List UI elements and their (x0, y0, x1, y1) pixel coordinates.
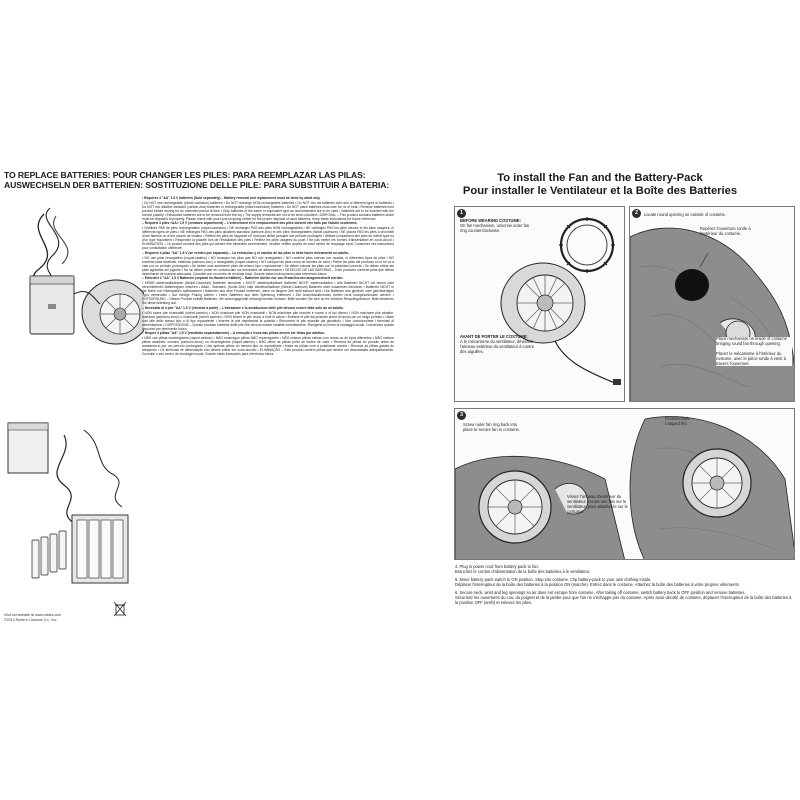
battery-pack-icon (4, 415, 142, 600)
panel-1-top-heading: BEFORE WEARING COSTUME: (460, 218, 521, 223)
panel-1-bottom-text (460, 335, 540, 355)
panel-3-left-fr: Vissez l'anneau d'extérieur du ventilateur encore une fois sur le ventilateur, pour attacher-le sur le costume. (567, 494, 628, 514)
panel-2-bottom-en: Place mechanism on inside of costume bringing round fan through opening. (716, 336, 787, 346)
panel-2-bottom-fr: Placez le mécanisme à l'intérieur du costume, avec le pièce ronde à venir à travers l'ouverture. (716, 350, 787, 366)
panel-2-top-text (644, 213, 774, 218)
right-title (400, 172, 800, 197)
step-number-badge: 1 (457, 209, 466, 218)
steps-list (455, 565, 795, 609)
panel-1-bottom-body: À le mécanisme du ventilateur, dévissez l'anneau extérieur du ventilateur à contre des aiguilles. (460, 338, 535, 354)
warning-para-de-heading: – Erfordert 4 "AA" 1,5 V Batterien (separat im Handel erhältlich) – Batterien dürfen nur von Erwachsenen ausgewechselt werden. (142, 276, 344, 281)
step-number-badge: 2 (632, 209, 641, 218)
website-line: Visit our website at www.rubies.com (4, 613, 62, 617)
fan-mechanism-icon (495, 211, 625, 401)
copyright-line: ©2013 Rubie's Costume Co., Inc. (4, 617, 58, 622)
warning-para-pt: • NÃO use pilhas recarregáveis (níquel-cádmio) • NÃO recarregue pilhas NÃO recarregáveis • NÃO misture pilhas velhas com novas ou de tipos diferentes • NÃO misture pilhas alcalinas, comuns (carbono-zinco) ou recarregáveis (níquel-cádmio) • NÃO deixe as pilhas perto de fontes de calor • Remova as pilhas do produto antes de armazená-lo por um período prolongado • Use apenas pilhas do mesmo tipo ou equivalente • Insira as pilhas com a polaridade correta • Remova as pilhas gastas do brinquedo • Os terminais de alimentação não devem entrar em curto-circuito • ELIMINAÇÃO – Este produto contém pilhas que devem ser descartadas adequadamente. Consulte o seu centro de reciclagem local. Guarde estas instruções para referência futura. (142, 336, 394, 357)
step-4-en: 4. Plug in power cord from battery-pack to fan. (455, 564, 539, 569)
left-title-line-2: AUSWECHSELN DER BATTERIEN: SOSTITUZIONE DELLE PILE: PARA SUBSTITUIR A BATERIA: (4, 180, 390, 190)
step-6 (455, 591, 795, 606)
panel-2-top-fr: Repérez l'ouverture ronde à l'extérieur du costume. (700, 226, 751, 236)
panel-3-right-en: Finished look. (665, 416, 691, 421)
step-panel-2 (629, 206, 795, 402)
step-number-badge: 3 (457, 411, 466, 420)
warning-para-it: • NON usare pile ricaricabili (nichel-cadmio) • NON ricaricare pile NON ricaricabili • NON mischiare pile vecchie e nuove o di tipi diversi • NON mischiare pile alcaline, standard (carbonio-zinco) o ricaricabili (nichel-cadmio) • NON tenere le pile vicino a fonti di calore • Estrarre le pile dal prodotto prima di riporlo per un lungo periodo • Usare solo pile dello stesso tipo o di tipo equivalente • Inserire le pile rispettando la polarità • Rimuovere le pile esaurite dal giocattolo • Non cortocircuitare i terminali di alimentazione • DISPOSIZIONE – Questo prodotto contiene delle pile che devono essere smaltite correttamente. Rivolgersi al centro di riciclaggio locale. Conservare queste istruzioni per riferimento futuro. (142, 310, 394, 331)
warning-para-es: • NO use pilas recargables (níquel-cadmio) • NO recargue las pilas que NO son recargables • NO combine pilas nuevas con usadas, ni diferentes tipos de pilas • NO combine pilas alcalinas, estándar (carbono-zinc) o recargables (níquel-cadmio) • NO coloque las pilas cerca de fuentes de calor • Retire las pilas del producto si no se va a usar por un periodo prolongado • Se deben usar solamente pilas del mismo tipo o equivalente • Se deben colocar las pilas con la polaridad correcta • Se deben retirar las pilas agotadas del juguete • No se deben poner en cortocircuito los terminales de alimentación • DESECHO DE LAS BATERÍAS – Este producto contiene pilas que deben desecharse de manera adecuada. Consulte con su centro de reciclaje local. Guarde estas instrucciones para referencia futura. (142, 255, 394, 276)
fan-battery-illustration (4, 194, 144, 394)
warning-para-fr: • N'utilisez PAS de piles rechargeables (nickel-cadmium) • NE rechargez PAS des piles NON rechargeables • NE mélangez PAS les piles neuves et les piles usagées, ni différents types de piles • NE mélangez PAS des piles alcalines standard (carbone-zinc) et des piles rechargeables (nickel-cadmium) • NE placez PAS les piles à proximité d'une flamme ou d'une source de chaleur • Retirez les piles de l'appareil s'il n'est pas utilisé pendant une période prolongée • Utilisez uniquement des piles du même type ou d'un type équivalent • Respectez la polarité lors de l'installation des piles • Retirez les piles usagées du jouet • Ne pas mettre les bornes d'alimentation en court-circuit • ÉLIMINATION – Ce produit contient des piles qui doivent être éliminées correctement. Veuillez vérifier auprès de votre centre de recyclage local. Conservez ces instructions pour consultation ultérieure. (142, 226, 394, 251)
panel-3-left-en: Screw outer fan ring back into place to secure fan to costume. (463, 422, 520, 432)
panel-1-top-body: On fan mechanism, unscrew outer fan ring counterclockwise. (460, 222, 530, 233)
panel-3-middle-text (567, 495, 629, 515)
step-6-fr: Sécurisez les ouvertures du cou, du poignet et de la jambe pour que l'air ne s'échappe pas du costume. Après avoir décollé de costume, déplacez l'interrupteur de la boîte des batteries à la position OFF (arrêt) et enlevez les piles. (455, 594, 792, 605)
panel-3-left-text (463, 423, 523, 433)
panel-2-top-en: Locate round opening on outside of costume. (644, 212, 726, 217)
panel-2-top-fr-text (700, 227, 752, 237)
step-5-fr: Déplacer l'interrupteur de la boîte des batteries à la position ON (marche). Entrez dans le costume. Attachez la boîte des batteries à votre propres vêtements. (455, 581, 740, 587)
step-6-en: 6. Secure neck, wrist and leg openings so air does not escape from costume. After taking off costume, switch battery back to OFF position and remove batteries. (455, 590, 746, 595)
step-5 (455, 578, 795, 588)
panel-1-bottom-heading: AVANT DE PORTER LE COSTUME: (460, 334, 528, 339)
left-title (4, 170, 396, 190)
left-title-line-1: TO REPLACE BATTERIES: POUR CHANGER LES PILES: PARA REEMPLAZAR LAS PILAS: (4, 170, 366, 180)
right-title-line-1: To install the Fan and the Battery-Pack (497, 172, 703, 184)
left-footer (4, 613, 61, 622)
battery-pack-open-illustration (4, 415, 142, 600)
right-title-line-2: Pour installer le Ventilateur et la Boîte des Batteries (462, 184, 738, 197)
warning-para-fr-heading: – Requiert 4 piles «AA» 1,5 V (vendues séparément) – L'enlèvement et le remplacement des piles doivent être faits par l'adulte seulement. (142, 221, 358, 226)
panel-3-right-text (665, 417, 745, 427)
step-4-fr: Branchez le cordon d'alimentation de la boîte des batteries à le ventilateur. (455, 568, 591, 574)
warning-para-it-heading: – Necessita di 4 pile "AA" 1,5 V (vendute a parte) – L'estrazione e la sostituzione delle pile devono essere fatte solo da un adulto. (142, 305, 344, 310)
fan-mechanism-icon (4, 194, 144, 394)
step-panel-1 (454, 206, 625, 402)
warning-para-en-heading: • Requires 4 "AA" 1.5 V batteries (Sold separately) – Battery removal and replacement must be done by adult only. (142, 196, 321, 200)
warning-para-es-heading: – Requiere 4 pilas "AA" 1,5 V (se venden por separado) – La extracción y el cambio de las pilas lo debe hacer únicamente un adulto. (142, 250, 350, 255)
aa-battery-icon (30, 530, 70, 580)
warning-para-pt-heading: – Requer 4 pilhas "AA" 1,5 V (vendidas separadamente) – A remoção e troca das pilhas devem ser feitas por adultos. (142, 331, 325, 336)
panel-2-bottom-text (716, 337, 792, 366)
step-5-en: 5. Move battery-pack switch to ON position. Step into costume. Clip battery-pack to your own clothing inside. (455, 577, 652, 582)
aa-batteries-illustration (30, 530, 70, 580)
battery-warnings-text (142, 196, 394, 624)
panel-3-right-fr: L'aspect fini. (665, 420, 688, 426)
step-panel-3 (454, 408, 795, 560)
recycle-bin-icon (113, 601, 127, 622)
warning-para-en: • Do NOT use rechargeable (nickel-cadmium) batteries • Do NOT recharge NON-rechargeable batteries • Do NOT mix old batteries with new or different types of batteries • Do NOT mix alkaline standard (carbon-zinc) batteries or rechargeable (nickel-cadmium) batteries • Do NOT place batteries must care for no of heat • Remove batteries from product before storing for an extended period of time • Only batteries of the same or equivalent type as recommended are to be used • Batteries are to be inserted with the correct polarity • Exhausted batteries are to be removed from the toy • The supply terminals are not to be short-circuited • DISPOSAL – This product contains batteries which must be disposed of properly. Please check with your local recycling center for the proper disposal of used batteries. Keep these instructions for future reference. (142, 200, 394, 221)
warning-para-de: • KEINE wiederaufladbaren (Nickel-Cadmium) Batterien benutzen • NICHT wiederaufladbare Batterien NICHT wiederaufladen • Alte Batterien NICHT mit neuen oder verschiedenen Batterietypen mischen • Alkali-, Standard- (Kohle-Zink) oder wiederaufladbare (Nickel-Cadmium) Batterien nicht zusammen benutzen • Batterien NICHT in der Nähe von Hitzequellen aufbewahren • Batterien aus dem Produkt entfernen, wenn es längere Zeit nicht benutzt wird • Nur Batterien des gleichen oder gleichwertigen Typs verwenden • Auf richtige Polung achten • Leere Batterien aus dem Spielzeug entfernen • Die Anschlussklemmen dürfen nicht kurzgeschlossen werden • ENTSORGUNG – Dieses Produkt enthält Batterien, die ordnungsgemäß entsorgt werden müssen. Bitte wenden Sie sich an Ihr örtliches Recyclingzentrum. Bitte bewahren Sie diese Anleitung auf. (142, 281, 394, 306)
step-4 (455, 565, 795, 575)
